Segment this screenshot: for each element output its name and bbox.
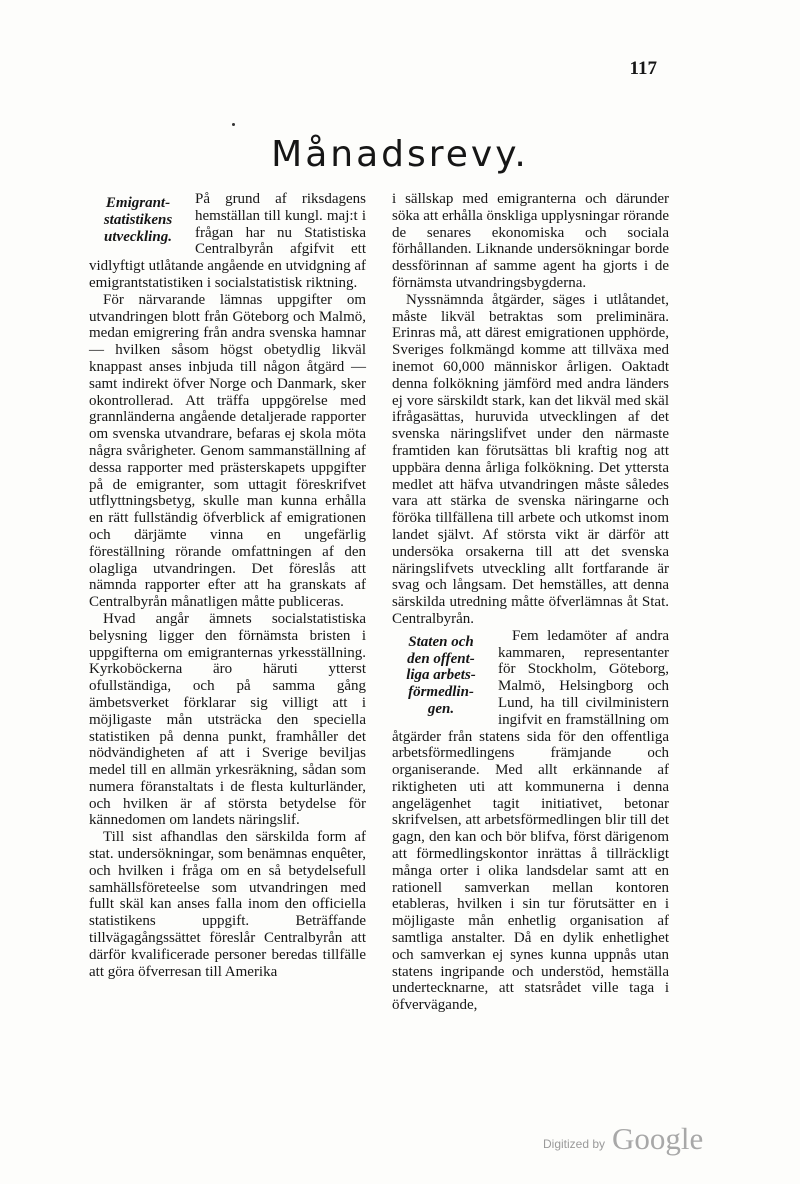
sidenote-line: Emigrant-: [105, 195, 171, 211]
paragraph: Fem ledamöter af andra kammaren, representanter för Stockholm, Göteborg, Malmö, Helsingborg och Lund, ha till civilministern ingifvit en framställning om åtgärder från statens sida för den offentliga arbetsförmedlingens främjande och organiserande. Med allt erkännande af riktigheten uti att kommunerna i denna angelägenhet tagit initiativet, betonar skrifvelsen, att arbetsförmedlingen blir till det gagn, den kan och bör blifva, först därigenom att förmedlingskontor inrättas å tillräckligt många orter i olika landsdelar samt att en rationell samverkan mellan kontoren etableras, hvilken i sin tur förutsätter en i möjligaste mån enhetlig organisation af samtliga anstalter. Då en dylik enhetlighet och samverkan ej synes kunna uppnås utan statens ingripande och understöd, hemställa undertecknarne, att statsrådet ville taga i öfvervägande,: [392, 627, 669, 1014]
digitized-by-text: Digitized by: [543, 1137, 606, 1151]
sidenote-line: den offent-: [407, 650, 475, 667]
paragraph: Hvad angår ämnets socialstatistiska belysning ligger den förnämsta bristen i uppgifterna om emigranternas yrkesställning. Kyrkoböckerna äro häruti ytterst ofullständiga, och på samma gång ämbetsverket förklarar sig villigt att i möjligaste mån utsträcka den speciella statistiken på denna punkt, framhåller det nödvändigheten af att i Sverige beviljas medel till en allmän yrkesräkning, sådan som numera föranstaltats i de flesta kulturländer, och hvilken är af största betydelse för kännedomen om landets näringslif.: [89, 610, 366, 829]
google-logo: Google: [612, 1121, 704, 1156]
sidenote-line: Staten och: [408, 633, 474, 650]
sidenote-line: förmedlin-: [408, 684, 474, 701]
right-column: [392, 191, 669, 1014]
paragraph: Nyssnämnda åtgärder, säges i utlåtandet, måste likväl betraktas som preliminära. Erinras må, att därest emigrationen upphörde, Sveriges folkmängd komme att tillväxa med inemot 60,000 människor årligen. Oaktadt denna folkökning jämförd med andra länders ej vore särskildt stark, kan det likväl med skäl ifrågasättas, huruvida utvecklingen af det svenska näringslifvet under den närmaste framtiden kan förutsättas bli kraftig nog att uppbära denna årliga folkökning. Det yttersta medlet att häfva utvandringen måste således vara att stärka de svenska näringarne och föröka tillfällena till arbete och utkomst inom landet självt. Af största vikt är därför att undersöka orsakerna till att det svenska näringslifvets utveckling allt fortfarande är svag och långsam. Det hemställes, att denna särskilda utredning måtte öfverlämnas åt Stat. Centralbyrån.: [392, 291, 669, 627]
sidenote-line: statistikens: [103, 211, 173, 228]
sidenote-line: liga arbets-: [406, 667, 476, 684]
page-number: 117: [629, 58, 657, 79]
left-column: [89, 191, 366, 980]
sidenote-emigrant-statistics: [89, 195, 187, 245]
paragraph: Till sist afhandlas den särskilda form af stat. undersökningar, som benämnas enquêter, och hvilken i fråga om en så betydelsefull samhällsföreteelse som utvandringen med fullt skäl kan anses falla inom den officiella statistikens uppgift. Beträffande tillvägagångssättet föreslår Centralbyrån att därför kvalificerade personer beredas tillfälle att göra öfverresan till Amerika: [89, 829, 366, 980]
paragraph: i sällskap med emigranterna och därunder söka att erhålla önskliga upplysningar rörande de senares ekonomiska och sociala förhållanden. Liknande undersökningar borde dessförinnan af samme agent ha gjorts i de förnämsta utvandringsbygderna.: [392, 191, 670, 291]
sidenote-public-employment: [392, 634, 490, 718]
page-title: Månadsrevy.: [271, 134, 529, 175]
print-speck: [232, 123, 235, 126]
paragraph: På grund af riksdagens hemställan till kungl. maj:t i frågan har nu Statistiska Centralbyrån afgifvit ett vidlyftigt utlåtande angående en utvidgning af emigrantstatistiken i socialstatistisk riktning.: [89, 191, 367, 291]
paragraph: För närvarande lämnas uppgifter om utvandringen blott från Göteborg och Malmö, medan emigrering från andra svenska hamnar — hvilken såsom högst obetydlig likväl knappast anses inbjuda till någon åtgärd — samt indirekt öfver Norge och Danmark, sker okontrollerad. Att träffa uppgörelse med grannländerna angående detaljerade rapporter om svenska utvandrare, befaras ej skola möta några svårigheter. Genom sammanställning af dessa rapporter med prästerskapets uppgifter på de emigranter, som uttagit föreskrifvet utflyttningsbetyg, skulle man kunna erhålla en rätt fullständig öfverblick af emigrationen och därjämte vinna en ungefärlig föreställning rörande omfattningen af den olagliga utvandringen. Det föreslås att nämnda rapporter efter att ha granskats af Centralbyrån månatligen måtte publiceras.: [89, 291, 366, 611]
sidenote-line: gen.: [427, 700, 455, 717]
sidenote-line: utveckling.: [104, 228, 172, 245]
